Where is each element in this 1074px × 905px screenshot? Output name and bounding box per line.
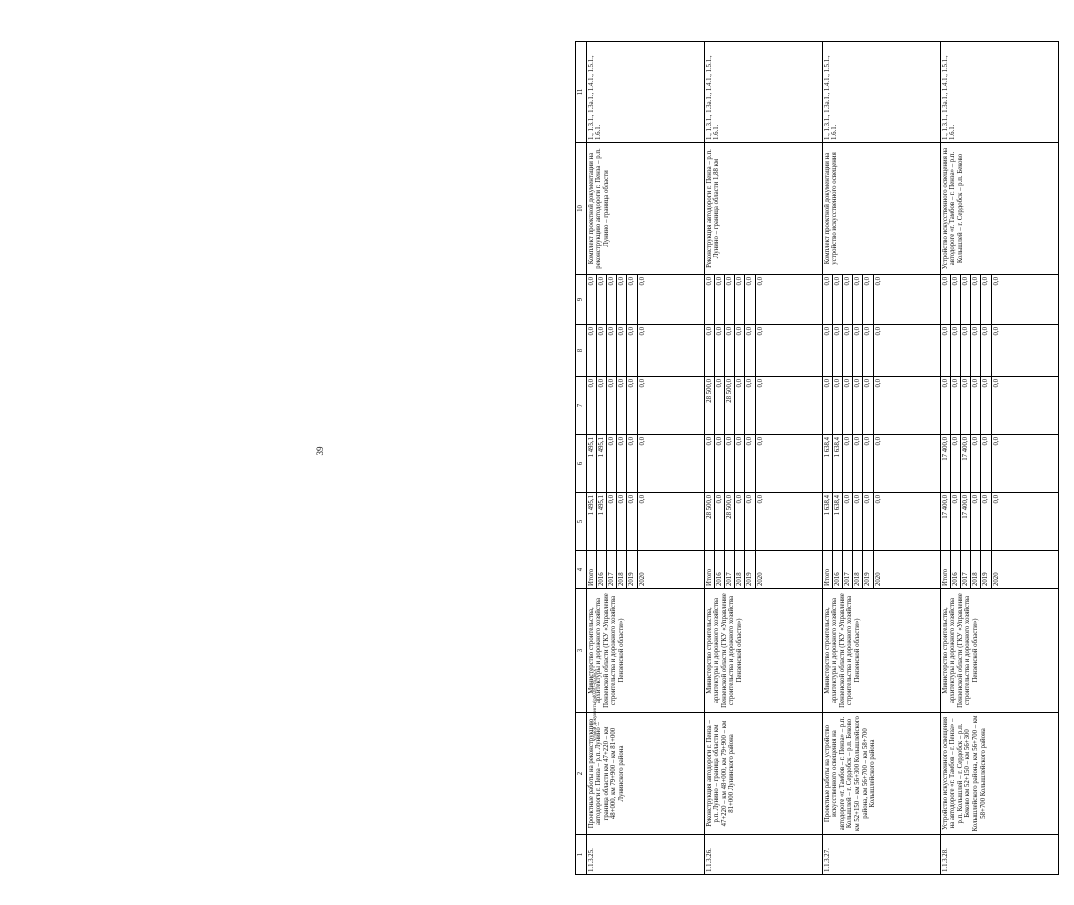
footer-file-path: c:\мои документы\pd0287-m.docx <box>593 669 598 740</box>
table-row <box>704 42 822 875</box>
amount-value: 0,0 <box>756 277 764 286</box>
year-cell <box>704 551 822 589</box>
amount-value: 17 400,0 <box>941 493 951 550</box>
header-cell: 5 <box>576 493 587 551</box>
amount-value: 0,0 <box>992 277 1000 286</box>
result-cell: Реконструкция автодороги г. Пенза – р.п. Лунино – граница области 1,88 км <box>704 143 822 275</box>
amount-value: 0,0 <box>597 377 607 434</box>
year-label: 2018 <box>617 551 627 588</box>
header-cell: 10 <box>576 143 587 275</box>
amount-value: 0,0 <box>587 275 597 324</box>
header-cell: 9 <box>576 275 587 325</box>
amount-value: 0,0 <box>874 437 882 446</box>
amount-value: 0,0 <box>587 325 597 376</box>
amount-value: 0,0 <box>607 493 617 550</box>
indicators-cell: 1., 1.3.1., 1.3а.1., 1.4.1., 1.5.1., 1.6.1. <box>940 42 1058 143</box>
year-label: Итого <box>705 551 715 588</box>
amount-value: 0,0 <box>607 377 617 434</box>
amount-value: 0,0 <box>992 379 1000 388</box>
amount-value: 0,0 <box>627 435 637 492</box>
header-row <box>576 42 587 875</box>
amount-value: 0,0 <box>863 377 873 434</box>
amount-cell-col7 <box>822 377 940 435</box>
amount-value: 0,0 <box>607 435 617 492</box>
amount-value: 1 495,1 <box>587 435 597 492</box>
amount-value: 0,0 <box>843 325 853 376</box>
amount-value: 0,0 <box>833 275 843 324</box>
header-cell: 3 <box>576 589 587 713</box>
amount-value: 0,0 <box>874 327 882 336</box>
amount-cell-col5 <box>704 493 822 551</box>
amount-cell-col8 <box>586 325 704 377</box>
year-cell <box>940 551 1058 589</box>
amount-value: 1 495,1 <box>597 435 607 492</box>
amount-value: 0,0 <box>745 435 755 492</box>
amount-cell-col9 <box>586 275 704 325</box>
executor-cell: Министерство строительства, архитектуры и дорожного хозяйства Пензенской области (ГКУ «Управление строительства и дорожного хозяйства Пензенской области») <box>704 589 822 713</box>
amount-value: 0,0 <box>961 377 971 434</box>
amount-value: 0,0 <box>705 325 715 376</box>
amount-cell-col9 <box>940 275 1058 325</box>
amount-value: 0,0 <box>971 325 981 376</box>
amount-value: 17 400,0 <box>941 435 951 492</box>
amount-value: 0,0 <box>863 325 873 376</box>
activity-name-cell: Проектные работы на реконструкцию автодороги г. Пенза – р.п. Лунино – граница области км 47+220 – км 48+000, км 79+900 – км 81+000 Лунинского района <box>586 713 704 835</box>
amount-value: 0,0 <box>823 275 833 324</box>
activity-name-cell: Реконструкция автодороги г. Пенза – р.п. Лунино – граница области км 47+220 – км 48+000, км 79+900 – км 81+000 Лунинского района <box>704 713 822 835</box>
amount-value: 0,0 <box>992 327 1000 336</box>
amount-value: 0,0 <box>715 377 725 434</box>
page-number: 39 <box>315 446 325 456</box>
amount-cell-col7 <box>586 377 704 435</box>
indicators-cell: 1., 1.3.1., 1.3а.1., 1.4.1., 1.5.1., 1.6.1. <box>586 42 704 143</box>
amount-value: 0,0 <box>715 435 725 492</box>
header-cell: 2 <box>576 713 587 835</box>
executor-cell: Министерство строительства, архитектуры и дорожного хозяйства Пензенской области (ГКУ «Управление строительства и дорожного хозяйства Пензенской области») <box>586 589 704 713</box>
amount-value: 0,0 <box>638 437 646 446</box>
table-row <box>822 42 940 875</box>
amount-value: 0,0 <box>874 495 882 504</box>
amount-value: 0,0 <box>971 275 981 324</box>
year-label: 2019 <box>745 551 755 588</box>
amount-value: 0,0 <box>756 437 764 446</box>
amount-value: 0,0 <box>951 325 961 376</box>
amount-value: 0,0 <box>745 377 755 434</box>
amount-value: 0,0 <box>617 275 627 324</box>
amount-value: 0,0 <box>745 325 755 376</box>
amount-value: 0,0 <box>843 377 853 434</box>
amount-cell-col6 <box>586 435 704 493</box>
year-label: 2018 <box>853 551 863 588</box>
amount-value: 28 500,0 <box>725 493 735 550</box>
rotated-table-container <box>575 42 1074 875</box>
result-cell: Устройство искусственного освещения на автодороге «г. Тамбов – г. Пенза» – р.п. Колышлей – г. Сердобск – р.п. Беково <box>940 143 1058 275</box>
amount-cell-col5 <box>940 493 1058 551</box>
amount-value: 1 638,4 <box>833 493 843 550</box>
year-label: 2020 <box>756 572 764 586</box>
amount-value: 0,0 <box>951 275 961 324</box>
year-label: 2019 <box>981 551 991 588</box>
amount-value: 0,0 <box>843 275 853 324</box>
amount-value: 0,0 <box>981 275 991 324</box>
amount-value: 0,0 <box>961 325 971 376</box>
amount-value: 0,0 <box>853 275 863 324</box>
amount-value: 0,0 <box>941 377 951 434</box>
result-cell: Комплект проектной документации на устройство искусственного освещения <box>822 143 940 275</box>
amount-value: 0,0 <box>853 493 863 550</box>
amount-value: 0,0 <box>823 377 833 434</box>
amount-value: 0,0 <box>725 435 735 492</box>
amount-value: 0,0 <box>992 437 1000 446</box>
amount-value: 0,0 <box>617 493 627 550</box>
amount-value: 0,0 <box>715 275 725 324</box>
amount-value: 0,0 <box>756 495 764 504</box>
amount-value: 0,0 <box>941 275 951 324</box>
amount-value: 0,0 <box>725 275 735 324</box>
amount-value: 0,0 <box>638 495 646 504</box>
amount-value: 28 500,0 <box>725 377 735 434</box>
year-label: 2016 <box>833 551 843 588</box>
year-label: 2019 <box>863 551 873 588</box>
amount-value: 0,0 <box>833 377 843 434</box>
amount-value: 0,0 <box>951 377 961 434</box>
year-label: 2020 <box>638 572 646 586</box>
amount-value: 0,0 <box>607 325 617 376</box>
amount-value: 1 495,1 <box>587 493 597 550</box>
amount-value: 0,0 <box>874 277 882 286</box>
executor-cell: Министерство строительства, архитектуры и дорожного хозяйства Пензенской области (ГКУ «Управление строительства и дорожного хозяйства Пензенской области») <box>822 589 940 713</box>
year-label: Итого <box>823 551 833 588</box>
amount-value: 0,0 <box>627 377 637 434</box>
year-label: 2017 <box>961 551 971 588</box>
year-label: 2019 <box>627 551 637 588</box>
amount-value: 0,0 <box>617 325 627 376</box>
amount-cell-col6 <box>822 435 940 493</box>
year-label: 2018 <box>735 551 745 588</box>
amount-value: 28 500,0 <box>705 377 715 434</box>
amount-value: 0,0 <box>833 325 843 376</box>
amount-value: 0,0 <box>735 435 745 492</box>
amount-value: 0,0 <box>823 325 833 376</box>
amount-value: 0,0 <box>874 379 882 388</box>
activity-name-cell: Устройство искусственного освещения на автодороге «г. Тамбов – г. Пенза» – р.п. Колышлей – г. Сердобск – р.п. Беково км 52+150 – км 56+300 Колышлейского района, км 56+700 – км 58+700 Колышлейского района <box>940 713 1058 835</box>
amount-value: 0,0 <box>587 377 597 434</box>
table-row <box>940 42 1058 875</box>
amount-cell-col6 <box>704 435 822 493</box>
amount-value: 0,0 <box>735 377 745 434</box>
amount-value: 0,0 <box>971 493 981 550</box>
amount-value: 0,0 <box>627 493 637 550</box>
amount-value: 1 495,1 <box>597 493 607 550</box>
header-cell: 6 <box>576 435 587 493</box>
amount-value: 0,0 <box>735 493 745 550</box>
amount-value: 0,0 <box>941 325 951 376</box>
amount-value: 0,0 <box>863 493 873 550</box>
header-cell: 4 <box>576 551 587 589</box>
year-cell <box>822 551 940 589</box>
amount-value: 1 638,4 <box>823 493 833 550</box>
amount-value: 0,0 <box>971 435 981 492</box>
amount-value: 28 500,0 <box>705 493 715 550</box>
amount-value: 0,0 <box>756 379 764 388</box>
program-activities-table <box>575 41 1059 875</box>
year-label: 2020 <box>992 572 1000 586</box>
header-cell: 1 <box>576 835 587 875</box>
year-label: 2016 <box>597 551 607 588</box>
result-cell: Комплект проектной документации на реконструкцию автодороги г. Пенза – р.п. Лунино – граница области <box>586 143 704 275</box>
amount-value: 0,0 <box>597 325 607 376</box>
amount-value: 0,0 <box>617 377 627 434</box>
header-cell: 11 <box>576 42 587 143</box>
amount-value: 0,0 <box>981 377 991 434</box>
year-label: Итого <box>941 551 951 588</box>
amount-value: 0,0 <box>961 275 971 324</box>
amount-value: 0,0 <box>853 435 863 492</box>
amount-value: 0,0 <box>627 325 637 376</box>
amount-value: 0,0 <box>756 327 764 336</box>
amount-value: 0,0 <box>981 435 991 492</box>
amount-value: 0,0 <box>745 493 755 550</box>
amount-value: 0,0 <box>597 275 607 324</box>
amount-value: 0,0 <box>715 493 725 550</box>
row-number-cell: 1.1.3.26. <box>704 835 822 875</box>
activity-name-cell: Проектные работы на устройство искусственного освещения на автодороге «г. Тамбов – г. Пенза» – р.п. Колышлей – г. Сердобск – р.п. Беково км 52+150 – км 56+300 Колышлейского района, км 56+700 – км 58+700 Колышлейского района <box>822 713 940 835</box>
year-label: 2017 <box>843 551 853 588</box>
amount-value: 0,0 <box>715 325 725 376</box>
amount-cell-col5 <box>822 493 940 551</box>
row-number-cell: 1.1.3.28. <box>940 835 1058 875</box>
header-cell: 8 <box>576 325 587 377</box>
year-label: 2018 <box>971 551 981 588</box>
amount-cell-col8 <box>822 325 940 377</box>
year-label: 2020 <box>874 572 882 586</box>
amount-value: 0,0 <box>863 275 873 324</box>
indicators-cell: 1., 1.3.1., 1.3а.1., 1.4.1., 1.5.1., 1.6.1. <box>704 42 822 143</box>
amount-cell-col6 <box>940 435 1058 493</box>
amount-cell-col9 <box>704 275 822 325</box>
amount-value: 0,0 <box>735 325 745 376</box>
amount-cell-col8 <box>704 325 822 377</box>
amount-value: 0,0 <box>638 327 646 336</box>
amount-value: 0,0 <box>992 495 1000 504</box>
amount-value: 0,0 <box>951 435 961 492</box>
amount-cell-col8 <box>940 325 1058 377</box>
amount-value: 0,0 <box>951 493 961 550</box>
indicators-cell: 1., 1.3.1., 1.3а.1., 1.4.1., 1.5.1., 1.6.1. <box>822 42 940 143</box>
amount-value: 1 638,4 <box>823 435 833 492</box>
year-label: 2017 <box>607 551 617 588</box>
amount-value: 0,0 <box>745 275 755 324</box>
amount-value: 0,0 <box>843 435 853 492</box>
amount-value: 0,0 <box>638 379 646 388</box>
amount-value: 1 638,4 <box>833 435 843 492</box>
amount-cell-col5 <box>586 493 704 551</box>
amount-value: 0,0 <box>971 377 981 434</box>
row-number-cell: 1.1.3.25. <box>586 835 704 875</box>
amount-value: 0,0 <box>735 275 745 324</box>
amount-value: 0,0 <box>627 275 637 324</box>
amount-value: 0,0 <box>705 435 715 492</box>
row-number-cell: 1.1.3.27. <box>822 835 940 875</box>
year-label: 2016 <box>715 551 725 588</box>
amount-value: 0,0 <box>617 435 627 492</box>
amount-value: 0,0 <box>853 325 863 376</box>
amount-value: 0,0 <box>705 275 715 324</box>
amount-value: 0,0 <box>863 435 873 492</box>
year-label: 2016 <box>951 551 961 588</box>
amount-cell-col9 <box>822 275 940 325</box>
amount-cell-col7 <box>940 377 1058 435</box>
amount-value: 17 400,0 <box>961 493 971 550</box>
amount-value: 0,0 <box>843 493 853 550</box>
year-cell <box>586 551 704 589</box>
year-label: Итого <box>587 551 597 588</box>
header-cell: 7 <box>576 377 587 435</box>
year-label: 2017 <box>725 551 735 588</box>
amount-cell-col7 <box>704 377 822 435</box>
amount-value: 0,0 <box>981 325 991 376</box>
table-row <box>586 42 704 875</box>
amount-value: 0,0 <box>607 275 617 324</box>
amount-value: 0,0 <box>853 377 863 434</box>
executor-cell: Министерство строительства, архитектуры и дорожного хозяйства Пензенской области (ГКУ «Управление строительства и дорожного хозяйства Пензенской области») <box>940 589 1058 713</box>
amount-value: 0,0 <box>725 325 735 376</box>
amount-value: 0,0 <box>981 493 991 550</box>
amount-value: 17 400,0 <box>961 435 971 492</box>
amount-value: 0,0 <box>638 277 646 286</box>
